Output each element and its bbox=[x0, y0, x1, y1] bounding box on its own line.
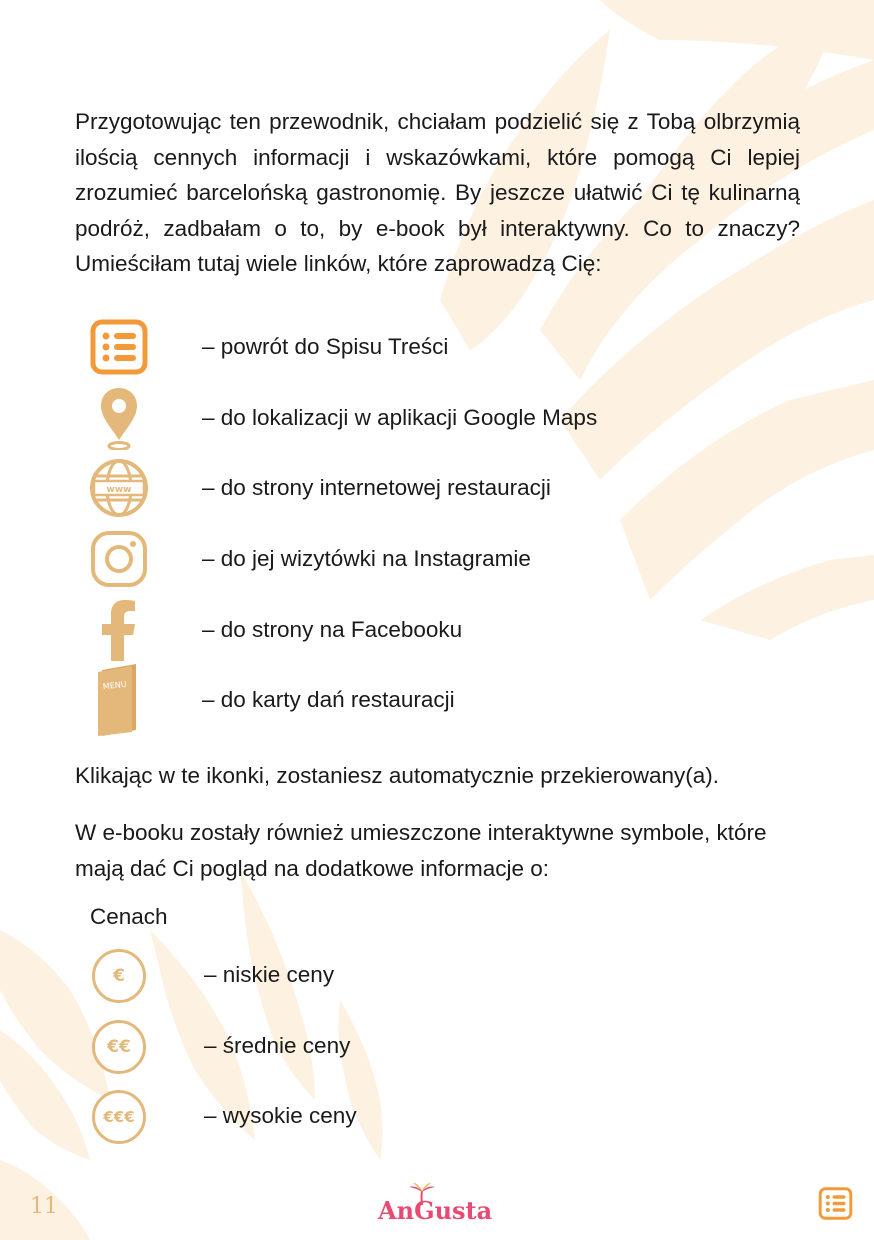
toc-corner-button[interactable] bbox=[818, 1187, 853, 1222]
logo-wordmark-gusta: Gusta bbox=[414, 1196, 493, 1225]
legend-row-instagram bbox=[0, 524, 874, 594]
legend-label-menu: – do karty dań restauracji bbox=[202, 687, 455, 712]
price-medium-label: – średnie ceny bbox=[204, 1033, 351, 1058]
price-row-low bbox=[0, 946, 874, 1006]
legend-label-instagram: – do jej wizytówki na Instagramie bbox=[202, 546, 531, 571]
table-of-contents-icon[interactable] bbox=[84, 312, 154, 382]
price-low-icon[interactable]: € bbox=[92, 949, 146, 1003]
intro-paragraph: Przygotowując ten przewodnik, chciałam podzielić się z Tobą olbrzymią ilością cennych informacji i wskazówkami, które pomogą Ci lepiej zrozumieć barcelońską gastronomię. By jeszcze ułatwić Ci tę kulinarną podróż, zadbałam o to, by e-book był interaktywny. Co to znaczy? Umieściłam tutaj wiele linków, które zaprowadzą Cię: bbox=[75, 109, 800, 276]
legend-label-web: – do strony internetowej restauracji bbox=[202, 475, 551, 500]
menu-card-icon[interactable] bbox=[84, 665, 154, 735]
legend-row-facebook bbox=[0, 595, 874, 665]
legend-label-map: – do lokalizacji w aplikacji Google Maps bbox=[202, 405, 598, 430]
legend-row-menu bbox=[0, 665, 874, 735]
legend-row-map bbox=[0, 383, 874, 453]
globe-www-icon[interactable] bbox=[84, 453, 154, 523]
price-low-label: – niskie ceny bbox=[204, 962, 335, 987]
price-row-high bbox=[0, 1087, 874, 1147]
symbols-note: W e-booku zostały również umieszczone interaktywne symbole, które mają dać Ci pogląd na dodatkowe informacje o: bbox=[75, 820, 767, 881]
prices-heading: Cenach bbox=[90, 904, 168, 929]
map-pin-icon[interactable] bbox=[84, 383, 154, 453]
globe-www-text: www bbox=[106, 485, 132, 495]
instagram-icon[interactable] bbox=[84, 524, 154, 594]
price-high-icon[interactable]: €€€ bbox=[92, 1090, 146, 1144]
click-note: Klikając w te ikonki, zostaniesz automatycznie przekierowany(a). bbox=[75, 763, 720, 788]
angusta-logo[interactable] bbox=[378, 1183, 498, 1228]
table-of-contents-icon bbox=[818, 1187, 853, 1220]
logo-wordmark bbox=[378, 1196, 492, 1225]
price-row-medium bbox=[0, 1017, 874, 1077]
menu-card-text: MENU bbox=[102, 679, 128, 692]
logo-wordmark-an: An bbox=[378, 1196, 415, 1225]
legend-row-toc bbox=[0, 312, 874, 382]
price-medium-icon[interactable]: €€ bbox=[92, 1020, 146, 1074]
legend-label-toc: – powrót do Spisu Treści bbox=[202, 334, 449, 359]
legend-label-facebook: – do strony na Facebooku bbox=[202, 617, 463, 642]
price-high-label: – wysokie ceny bbox=[204, 1103, 357, 1128]
facebook-icon[interactable] bbox=[84, 595, 154, 665]
page-number: 11 bbox=[30, 1194, 58, 1219]
legend-row-web bbox=[0, 453, 874, 523]
